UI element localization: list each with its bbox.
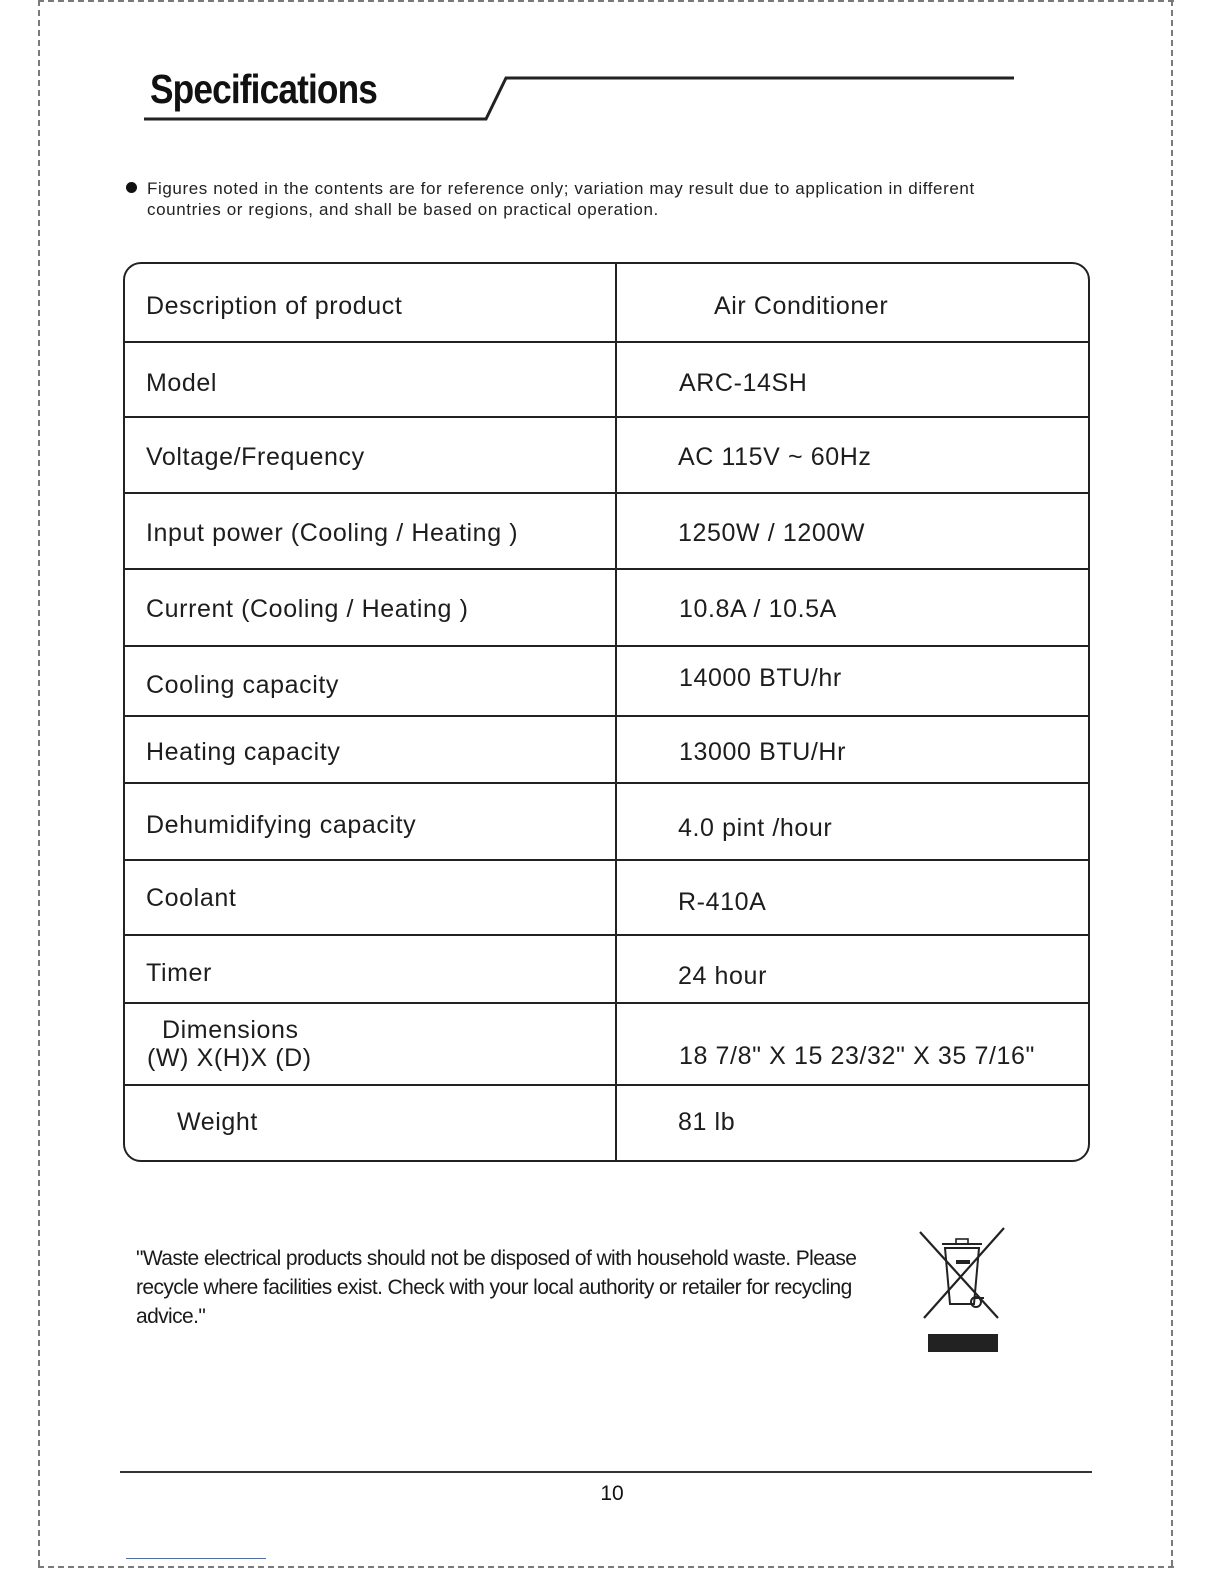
table-row	[125, 782, 1088, 861]
spec-value: 13000 BTU/Hr	[679, 738, 846, 766]
spec-value: Air Conditioner	[714, 292, 889, 320]
spec-label: Model	[146, 369, 218, 397]
spec-label-line2: (W) X(H)X (D)	[147, 1044, 312, 1072]
spec-label: Voltage/Frequency	[146, 443, 365, 471]
spec-value: 81 lb	[678, 1108, 736, 1136]
table-row	[125, 715, 1088, 784]
spec-value: 4.0 pint /hour	[678, 814, 833, 842]
bullet-icon	[126, 182, 137, 193]
table-row	[125, 934, 1088, 1004]
spec-label: Heating capacity	[146, 738, 341, 766]
table-row	[125, 1084, 1088, 1162]
spec-value: AC 115V ~ 60Hz	[678, 443, 872, 471]
table-row	[125, 416, 1088, 494]
table-row	[125, 264, 1088, 341]
reference-note-text: Figures noted in the contents are for reference only; variation may result due to application in different countries or regions, and shall be based on practical operation.	[147, 179, 975, 219]
page-number: 10	[600, 1482, 624, 1505]
spec-label: Cooling capacity	[146, 671, 340, 699]
spec-label: Description of product	[146, 292, 403, 320]
table-row	[125, 645, 1088, 717]
footer-rule	[120, 1471, 1092, 1473]
reference-note	[126, 178, 1046, 220]
cut-line-left	[38, 0, 40, 1566]
spec-label: Current (Cooling / Heating )	[146, 595, 469, 623]
spec-label: Weight	[177, 1108, 258, 1136]
crossed-out-wheelie-bin-icon	[918, 1226, 1010, 1354]
table-row	[125, 492, 1088, 570]
spec-value: 18 7/8" X 15 23/32" X 35 7/16"	[679, 1042, 1035, 1070]
spec-label: Coolant	[146, 884, 237, 912]
page-title: Specifications	[150, 66, 378, 112]
spec-value: 14000 BTU/hr	[679, 664, 842, 692]
spec-value: 24 hour	[678, 962, 767, 990]
cut-line-right	[1171, 0, 1173, 1566]
spec-value: 1250W / 1200W	[678, 519, 866, 547]
spec-value: ARC-14SH	[679, 369, 808, 397]
waste-disposal-notice: "Waste electrical products should not be disposed of with household waste. Please recycle where facilities exist. Check with your local authority or retailer for recycling advice."	[136, 1247, 857, 1328]
spec-label: Dimensions	[162, 1016, 299, 1044]
cut-line-bottom	[38, 1566, 1174, 1568]
specifications-table	[123, 262, 1090, 1162]
spec-label: Dehumidifying capacity	[146, 811, 417, 839]
section-header	[144, 62, 1024, 126]
table-row	[125, 1002, 1088, 1086]
table-row	[125, 859, 1088, 936]
table-row	[125, 341, 1088, 418]
spec-value: R-410A	[678, 888, 767, 916]
spec-label: Input power (Cooling / Heating )	[146, 519, 519, 547]
table-row	[125, 568, 1088, 647]
spec-value: 10.8A / 10.5A	[679, 595, 837, 623]
spec-label: Timer	[146, 959, 212, 987]
edge-mark	[126, 1558, 266, 1559]
cut-line-top	[38, 0, 1174, 2]
